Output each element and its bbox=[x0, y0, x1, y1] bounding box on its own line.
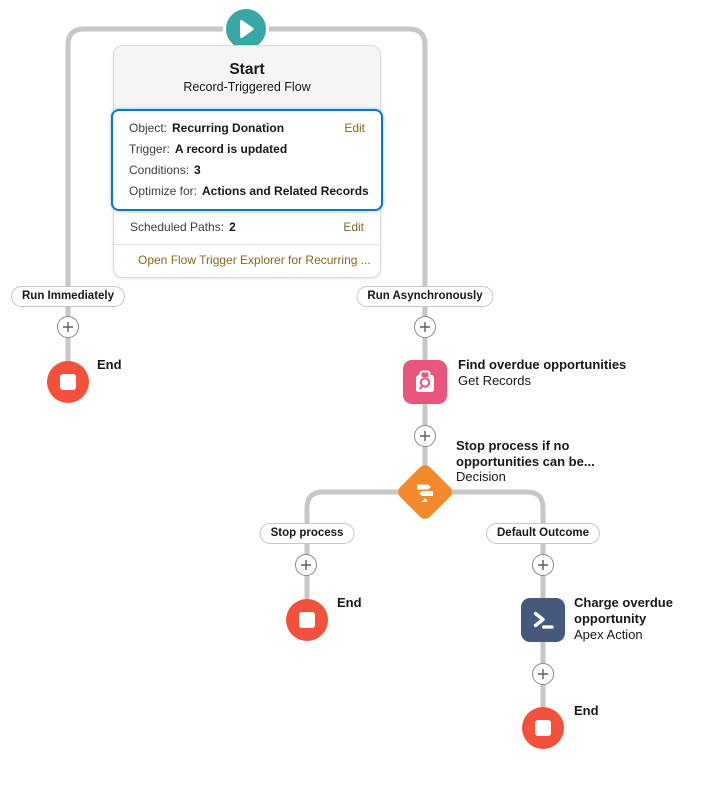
connector-decision-stop-process bbox=[307, 492, 401, 600]
conditions-label: Conditions: bbox=[129, 163, 190, 177]
add-element-button[interactable] bbox=[532, 663, 554, 685]
end-node-immediate[interactable] bbox=[47, 361, 89, 403]
plus-icon bbox=[537, 559, 549, 571]
trigger-row-object bbox=[129, 118, 365, 139]
apex-action-node[interactable] bbox=[521, 598, 565, 642]
decision-icon bbox=[413, 480, 437, 504]
plus-icon bbox=[300, 559, 312, 571]
object-label: Object: bbox=[129, 121, 168, 135]
end-node-label: End bbox=[97, 357, 122, 372]
decision-label bbox=[456, 438, 608, 485]
end-icon bbox=[60, 374, 76, 390]
node-type: Apex Action bbox=[574, 627, 643, 642]
end-node-label: End bbox=[574, 703, 599, 718]
flow-trigger-explorer-link[interactable] bbox=[114, 244, 380, 277]
optimize-value: Actions and Related Records bbox=[202, 184, 369, 198]
node-type: Get Records bbox=[458, 373, 531, 388]
node-title: Stop process if no opportunities can be... bbox=[456, 438, 595, 469]
branch-label-default-outcome: Default Outcome bbox=[486, 523, 600, 544]
node-title: Find overdue opportunities bbox=[458, 357, 627, 372]
trigger-row-conditions bbox=[129, 160, 365, 181]
scheduled-paths-label: Scheduled Paths: bbox=[130, 220, 225, 234]
start-card bbox=[113, 45, 381, 278]
add-element-button[interactable] bbox=[532, 554, 554, 576]
branch-label-run-asynchronously: Run Asynchronously bbox=[356, 286, 493, 307]
end-node-final[interactable] bbox=[522, 707, 564, 749]
optimize-label: Optimize for: bbox=[129, 184, 198, 198]
add-element-button[interactable] bbox=[414, 316, 436, 338]
trigger-value: A record is updated bbox=[174, 142, 288, 156]
end-icon bbox=[299, 612, 315, 628]
start-title: Start bbox=[229, 61, 265, 78]
edit-scheduled-paths-link[interactable]: Edit bbox=[343, 220, 364, 234]
node-type: Decision bbox=[456, 469, 506, 484]
plus-icon bbox=[419, 430, 431, 442]
get-records-node[interactable] bbox=[403, 360, 447, 404]
add-element-button[interactable] bbox=[57, 316, 79, 338]
scheduled-paths-row bbox=[114, 211, 380, 244]
record-lookup-icon bbox=[412, 369, 438, 395]
connector-decision-default-outcome bbox=[449, 492, 543, 600]
node-title: Charge overdue opportunity bbox=[574, 595, 673, 626]
end-node-stop-process[interactable] bbox=[286, 599, 328, 641]
trigger-label: Trigger: bbox=[129, 142, 170, 156]
trigger-config-box[interactable] bbox=[111, 109, 383, 211]
end-node-label: End bbox=[337, 595, 362, 610]
trigger-row-trigger bbox=[129, 139, 365, 160]
add-element-button[interactable] bbox=[414, 425, 436, 447]
start-subtitle: Record-Triggered Flow bbox=[183, 80, 311, 94]
add-element-button[interactable] bbox=[295, 554, 317, 576]
plus-icon bbox=[419, 321, 431, 333]
get-records-label bbox=[458, 357, 626, 389]
play-icon bbox=[235, 18, 257, 40]
apex-action-label bbox=[574, 595, 686, 643]
edit-trigger-link[interactable]: Edit bbox=[344, 121, 365, 135]
branch-label-run-immediately: Run Immediately bbox=[11, 286, 125, 307]
trigger-row-optimize bbox=[129, 181, 369, 202]
start-card-header bbox=[114, 46, 380, 109]
object-value: Recurring Donation bbox=[172, 121, 285, 135]
flow-trigger-explorer-label: Open Flow Trigger Explorer for Recurring ... bbox=[138, 253, 371, 267]
scheduled-paths-value: 2 bbox=[229, 220, 236, 234]
end-icon bbox=[535, 720, 551, 736]
plus-icon bbox=[537, 668, 549, 680]
apex-terminal-icon bbox=[530, 607, 556, 633]
conditions-value: 3 bbox=[194, 163, 201, 177]
branch-label-stop-process: Stop process bbox=[260, 523, 355, 544]
plus-icon bbox=[62, 321, 74, 333]
